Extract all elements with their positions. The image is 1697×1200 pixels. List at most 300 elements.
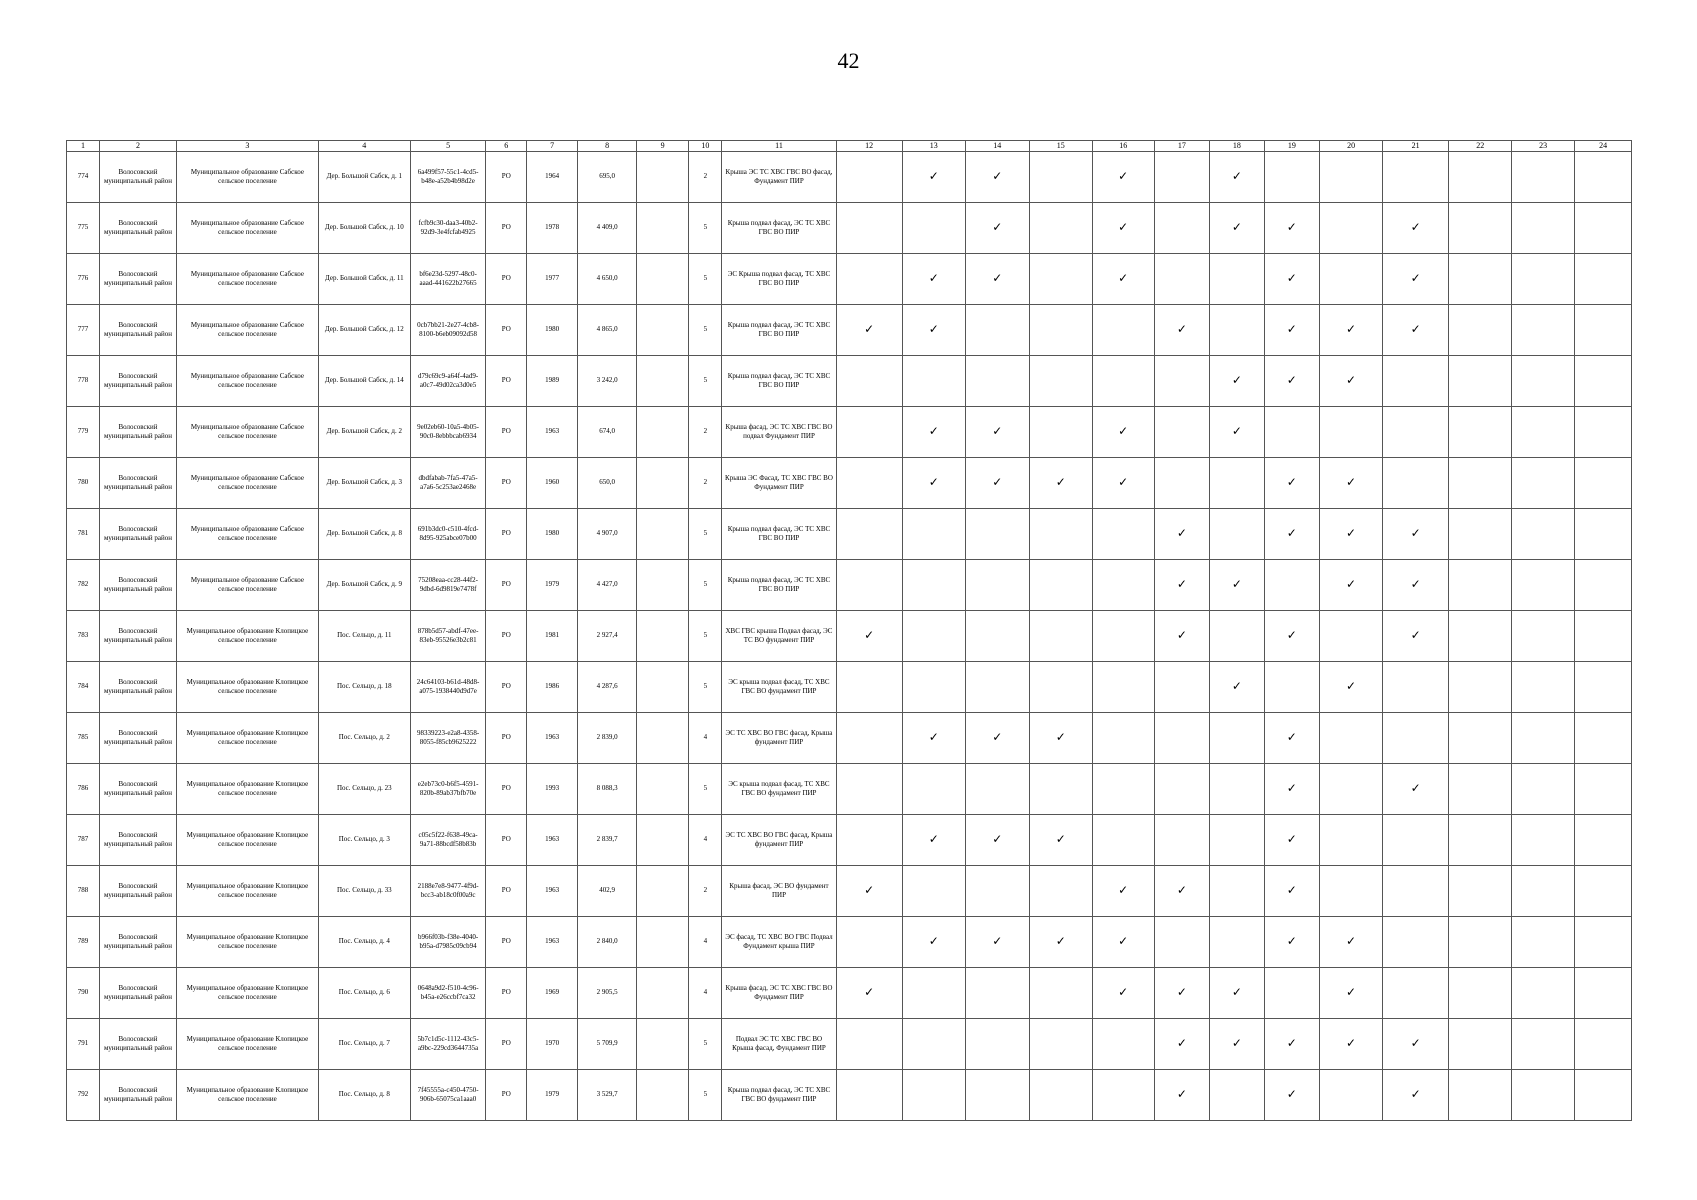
empty-cell [1512, 763, 1575, 814]
check-mark-icon: ✓ [836, 610, 902, 661]
year-cell: 1979 [527, 1069, 578, 1120]
empty-cell [1029, 253, 1092, 304]
row-number: 784 [67, 661, 100, 712]
empty-cell [1029, 1069, 1092, 1120]
check-mark-icon: ✓ [1154, 508, 1210, 559]
district-cell: Волосовский муниципальный район [100, 1018, 177, 1069]
empty-cell [1092, 1069, 1154, 1120]
empty-cell [1512, 814, 1575, 865]
check-mark-icon: ✓ [1264, 712, 1320, 763]
year-cell: 1970 [527, 1018, 578, 1069]
empty-cell [965, 610, 1029, 661]
table-row [67, 151, 1632, 202]
row-number: 789 [67, 916, 100, 967]
empty-cell [1512, 457, 1575, 508]
guid-cell: 9e02eb60-10a5-4b05-90c0-8ebbbcab6934 [410, 406, 486, 457]
row-number: 788 [67, 865, 100, 916]
floors-cell: 5 [689, 355, 722, 406]
check-mark-icon: ✓ [1320, 916, 1383, 967]
empty-cell [1512, 253, 1575, 304]
empty-cell [902, 1069, 965, 1120]
empty-cell [1210, 508, 1264, 559]
address-cell: Пос. Сельцо, д. 23 [318, 763, 410, 814]
row-number: 791 [67, 1018, 100, 1069]
empty-cell [1512, 610, 1575, 661]
empty-cell [1512, 304, 1575, 355]
empty-cell [1575, 610, 1632, 661]
empty-cell [1512, 661, 1575, 712]
floors-cell: 2 [689, 457, 722, 508]
empty-cell [836, 814, 902, 865]
district-cell: Волосовский муниципальный район [100, 457, 177, 508]
column-header-16: 16 [1092, 141, 1154, 152]
works-cell: Крыша подвал фасад, ЭС ТС ХВС ГВС ВО ПИР [722, 559, 836, 610]
check-mark-icon: ✓ [965, 151, 1029, 202]
table-body [67, 151, 1632, 1120]
empty-cell [1449, 610, 1512, 661]
area-cell: 2 839,7 [578, 814, 637, 865]
col9-cell [636, 457, 688, 508]
empty-cell [1264, 661, 1320, 712]
guid-cell: 24c64103-b61d-48d8-a075-1938440d9d7e [410, 661, 486, 712]
col9-cell [636, 202, 688, 253]
header-row [67, 141, 1632, 152]
district-cell: Волосовский муниципальный район [100, 406, 177, 457]
column-header-14: 14 [965, 141, 1029, 152]
check-mark-icon: ✓ [965, 916, 1029, 967]
empty-cell [1029, 508, 1092, 559]
empty-cell [1210, 763, 1264, 814]
empty-cell [1575, 1069, 1632, 1120]
works-cell: Крыша фасад, ЭС ТС ХВС ГВС ВО Фундамент ПИР [722, 967, 836, 1018]
empty-cell [1512, 355, 1575, 406]
area-cell: 4 865,0 [578, 304, 637, 355]
year-cell: 1981 [527, 610, 578, 661]
area-cell: 674,0 [578, 406, 637, 457]
empty-cell [1575, 202, 1632, 253]
district-cell: Волосовский муниципальный район [100, 304, 177, 355]
check-mark-icon: ✓ [1154, 559, 1210, 610]
empty-cell [1575, 712, 1632, 763]
column-header-18: 18 [1210, 141, 1264, 152]
type-cell: РО [486, 1069, 527, 1120]
address-cell: Дер. Большой Сабск, д. 2 [318, 406, 410, 457]
empty-cell [1154, 763, 1210, 814]
empty-cell [1210, 916, 1264, 967]
col9-cell [636, 1069, 688, 1120]
empty-cell [1029, 610, 1092, 661]
area-cell: 5 709,9 [578, 1018, 637, 1069]
type-cell: РО [486, 457, 527, 508]
empty-cell [1449, 916, 1512, 967]
municipality-cell: Муниципальное образование Сабское сельское поселение [176, 202, 318, 253]
empty-cell [1320, 202, 1383, 253]
check-mark-icon: ✓ [1383, 202, 1449, 253]
check-mark-icon: ✓ [1264, 202, 1320, 253]
empty-cell [965, 1069, 1029, 1120]
empty-cell [902, 202, 965, 253]
empty-cell [1449, 202, 1512, 253]
type-cell: РО [486, 763, 527, 814]
empty-cell [1210, 610, 1264, 661]
col9-cell [636, 253, 688, 304]
municipality-cell: Муниципальное образование Сабское сельское поселение [176, 151, 318, 202]
empty-cell [1320, 763, 1383, 814]
check-mark-icon: ✓ [1210, 355, 1264, 406]
address-cell: Пос. Сельцо, д. 11 [318, 610, 410, 661]
address-cell: Пос. Сельцо, д. 7 [318, 1018, 410, 1069]
district-cell: Волосовский муниципальный район [100, 151, 177, 202]
check-mark-icon: ✓ [1320, 1018, 1383, 1069]
empty-cell [1092, 355, 1154, 406]
year-cell: 1993 [527, 763, 578, 814]
area-cell: 2 840,0 [578, 916, 637, 967]
works-cell: Крыша фасад, ЭС ТС ХВС ГВС ВО подвал Фундамент ПИР [722, 406, 836, 457]
empty-cell [1575, 508, 1632, 559]
empty-cell [902, 865, 965, 916]
table-row [67, 661, 1632, 712]
empty-cell [1512, 508, 1575, 559]
check-mark-icon: ✓ [1154, 304, 1210, 355]
table-row [67, 202, 1632, 253]
empty-cell [836, 763, 902, 814]
year-cell: 1980 [527, 508, 578, 559]
year-cell: 1963 [527, 406, 578, 457]
empty-cell [1512, 559, 1575, 610]
check-mark-icon: ✓ [902, 814, 965, 865]
check-mark-icon: ✓ [1210, 406, 1264, 457]
column-header-5: 5 [410, 141, 486, 152]
column-header-3: 3 [176, 141, 318, 152]
empty-cell [902, 559, 965, 610]
year-cell: 1978 [527, 202, 578, 253]
address-cell: Дер. Большой Сабск, д. 1 [318, 151, 410, 202]
empty-cell [1383, 712, 1449, 763]
empty-cell [836, 559, 902, 610]
check-mark-icon: ✓ [1029, 814, 1092, 865]
guid-cell: 2188e7e8-9477-4f9d-bcc3-ab18c0f00a9c [410, 865, 486, 916]
check-mark-icon: ✓ [1029, 457, 1092, 508]
check-mark-icon: ✓ [1320, 508, 1383, 559]
column-header-6: 6 [486, 141, 527, 152]
works-cell: ЭС ТС ХВС ВО ГВС фасад, Крыша фундамент ПИР [722, 814, 836, 865]
check-mark-icon: ✓ [1264, 610, 1320, 661]
check-mark-icon: ✓ [1383, 610, 1449, 661]
empty-cell [1449, 355, 1512, 406]
floors-cell: 2 [689, 865, 722, 916]
works-cell: Крыша подвал фасад, ЭС ТС ХВС ГВС ВО ПИР [722, 202, 836, 253]
col9-cell [636, 865, 688, 916]
empty-cell [1320, 151, 1383, 202]
empty-cell [1210, 253, 1264, 304]
empty-cell [836, 712, 902, 763]
empty-cell [1029, 661, 1092, 712]
empty-cell [965, 967, 1029, 1018]
column-header-8: 8 [578, 141, 637, 152]
floors-cell: 4 [689, 712, 722, 763]
guid-cell: 6a499f57-55c1-4cd5-b48e-a52b4b98d2e [410, 151, 486, 202]
address-cell: Дер. Большой Сабск, д. 11 [318, 253, 410, 304]
table-row [67, 916, 1632, 967]
district-cell: Волосовский муниципальный район [100, 355, 177, 406]
empty-cell [1575, 763, 1632, 814]
address-cell: Пос. Сельцо, д. 6 [318, 967, 410, 1018]
works-cell: ЭС фасад, ТС ХВС ВО ГВС Подвал Фундамент крыша ПИР [722, 916, 836, 967]
empty-cell [1575, 253, 1632, 304]
address-cell: Пос. Сельцо, д. 33 [318, 865, 410, 916]
empty-cell [1320, 712, 1383, 763]
works-cell: ЭС крыша подвал фасад, ТС ХВС ГВС ВО фундамент ПИР [722, 763, 836, 814]
empty-cell [1029, 151, 1092, 202]
works-cell: Крыша подвал фасад, ЭС ТС ХВС ГВС ВО ПИР [722, 355, 836, 406]
works-cell: Крыша подвал фасад, ЭС ТС ХВС ГВС ВО ПИР [722, 508, 836, 559]
year-cell: 1977 [527, 253, 578, 304]
check-mark-icon: ✓ [1092, 865, 1154, 916]
column-header-1: 1 [67, 141, 100, 152]
area-cell: 2 927,4 [578, 610, 637, 661]
empty-cell [1029, 865, 1092, 916]
row-number: 786 [67, 763, 100, 814]
year-cell: 1960 [527, 457, 578, 508]
table-row [67, 814, 1632, 865]
empty-cell [1575, 967, 1632, 1018]
table-row [67, 712, 1632, 763]
check-mark-icon: ✓ [1029, 916, 1092, 967]
address-cell: Дер. Большой Сабск, д. 10 [318, 202, 410, 253]
check-mark-icon: ✓ [1154, 865, 1210, 916]
empty-cell [1575, 1018, 1632, 1069]
empty-cell [1449, 865, 1512, 916]
works-cell: ХВС ГВС крыша Подвал фасад, ЭС ТС ВО фундамент ПИР [722, 610, 836, 661]
check-mark-icon: ✓ [1320, 967, 1383, 1018]
col9-cell [636, 1018, 688, 1069]
guid-cell: 878b5d57-abdf-47ee-83eb-95526e3b2c81 [410, 610, 486, 661]
empty-cell [1029, 559, 1092, 610]
empty-cell [1154, 406, 1210, 457]
guid-cell: dbdfabab-7fa5-47a5-a7a6-5c253ae2468e [410, 457, 486, 508]
empty-cell [1449, 712, 1512, 763]
column-header-23: 23 [1512, 141, 1575, 152]
empty-cell [1154, 916, 1210, 967]
empty-cell [1029, 1018, 1092, 1069]
empty-cell [1092, 610, 1154, 661]
works-cell: ЭС крыша подвал фасад, ТС ХВС ГВС ВО фундамент ПИР [722, 661, 836, 712]
table-row [67, 457, 1632, 508]
empty-cell [1210, 712, 1264, 763]
empty-cell [1383, 814, 1449, 865]
municipality-cell: Муниципальное образование Сабское сельское поселение [176, 304, 318, 355]
empty-cell [836, 916, 902, 967]
empty-cell [836, 355, 902, 406]
type-cell: РО [486, 967, 527, 1018]
guid-cell: b966f03b-f38e-4040-b95a-d7985c09cb94 [410, 916, 486, 967]
empty-cell [902, 355, 965, 406]
col9-cell [636, 916, 688, 967]
check-mark-icon: ✓ [1264, 355, 1320, 406]
row-number: 777 [67, 304, 100, 355]
empty-cell [965, 508, 1029, 559]
empty-cell [1449, 457, 1512, 508]
empty-cell [902, 610, 965, 661]
table-header [67, 141, 1632, 152]
empty-cell [965, 865, 1029, 916]
works-cell: ЭС Крыша подвал фасад, ТС ХВС ГВС ВО ПИР [722, 253, 836, 304]
check-mark-icon: ✓ [1264, 304, 1320, 355]
check-mark-icon: ✓ [965, 814, 1029, 865]
municipality-cell: Муниципальное образование Клопицкое сельское поселение [176, 763, 318, 814]
municipality-cell: Муниципальное образование Клопицкое сельское поселение [176, 814, 318, 865]
year-cell: 1963 [527, 712, 578, 763]
empty-cell [965, 355, 1029, 406]
column-header-20: 20 [1320, 141, 1383, 152]
check-mark-icon: ✓ [1210, 202, 1264, 253]
type-cell: РО [486, 508, 527, 559]
row-number: 774 [67, 151, 100, 202]
area-cell: 2 905,5 [578, 967, 637, 1018]
check-mark-icon: ✓ [1320, 559, 1383, 610]
empty-cell [1029, 763, 1092, 814]
works-cell: Крыша фасад, ЭС ВО фундамент ПИР [722, 865, 836, 916]
empty-cell [1154, 253, 1210, 304]
check-mark-icon: ✓ [1264, 253, 1320, 304]
check-mark-icon: ✓ [1264, 508, 1320, 559]
empty-cell [1575, 559, 1632, 610]
col9-cell [636, 967, 688, 1018]
empty-cell [1575, 814, 1632, 865]
empty-cell [1383, 865, 1449, 916]
empty-cell [1512, 406, 1575, 457]
table-row [67, 967, 1632, 1018]
empty-cell [836, 253, 902, 304]
empty-cell [1383, 916, 1449, 967]
empty-cell [1264, 406, 1320, 457]
year-cell: 1986 [527, 661, 578, 712]
empty-cell [1383, 661, 1449, 712]
empty-cell [1512, 967, 1575, 1018]
address-cell: Дер. Большой Сабск, д. 9 [318, 559, 410, 610]
column-header-19: 19 [1264, 141, 1320, 152]
check-mark-icon: ✓ [1264, 865, 1320, 916]
check-mark-icon: ✓ [902, 712, 965, 763]
row-number: 778 [67, 355, 100, 406]
address-cell: Пос. Сельцо, д. 18 [318, 661, 410, 712]
municipality-cell: Муниципальное образование Сабское сельское поселение [176, 253, 318, 304]
table-row [67, 406, 1632, 457]
empty-cell [1210, 304, 1264, 355]
year-cell: 1964 [527, 151, 578, 202]
col9-cell [636, 712, 688, 763]
works-cell: Крыша подвал фасад, ЭС ТС ХВС ГВС ВО фундамент ПИР [722, 1069, 836, 1120]
check-mark-icon: ✓ [902, 457, 965, 508]
empty-cell [1320, 1069, 1383, 1120]
guid-cell: 98339223-e2a8-4358-8055-f85cb9625222 [410, 712, 486, 763]
check-mark-icon: ✓ [965, 712, 1029, 763]
column-header-7: 7 [527, 141, 578, 152]
municipality-cell: Муниципальное образование Клопицкое сельское поселение [176, 610, 318, 661]
col9-cell [636, 151, 688, 202]
guid-cell: 7f45555a-c450-4750-906b-65075ca1aaa0 [410, 1069, 486, 1120]
check-mark-icon: ✓ [965, 406, 1029, 457]
works-cell: Крыша подвал фасад, ЭС ТС ХВС ГВС ВО ПИР [722, 304, 836, 355]
check-mark-icon: ✓ [1264, 457, 1320, 508]
floors-cell: 4 [689, 814, 722, 865]
row-number: 776 [67, 253, 100, 304]
area-cell: 4 409,0 [578, 202, 637, 253]
guid-cell: e2eb73c0-b6f5-4591-820b-89ab37bfb70e [410, 763, 486, 814]
check-mark-icon: ✓ [1092, 457, 1154, 508]
empty-cell [1320, 253, 1383, 304]
empty-cell [1092, 712, 1154, 763]
municipality-cell: Муниципальное образование Клопицкое сельское поселение [176, 712, 318, 763]
empty-cell [902, 508, 965, 559]
check-mark-icon: ✓ [1154, 1018, 1210, 1069]
district-cell: Волосовский муниципальный район [100, 865, 177, 916]
row-number: 783 [67, 610, 100, 661]
area-cell: 4 650,0 [578, 253, 637, 304]
area-cell: 3 529,7 [578, 1069, 637, 1120]
empty-cell [1029, 406, 1092, 457]
empty-cell [1575, 916, 1632, 967]
row-number: 790 [67, 967, 100, 1018]
column-header-22: 22 [1449, 141, 1512, 152]
municipality-cell: Муниципальное образование Сабское сельское поселение [176, 406, 318, 457]
year-cell: 1980 [527, 304, 578, 355]
empty-cell [1449, 763, 1512, 814]
empty-cell [1512, 151, 1575, 202]
check-mark-icon: ✓ [1154, 610, 1210, 661]
municipality-cell: Муниципальное образование Сабское сельское поселение [176, 457, 318, 508]
area-cell: 4 907,0 [578, 508, 637, 559]
empty-cell [1449, 1069, 1512, 1120]
type-cell: РО [486, 355, 527, 406]
check-mark-icon: ✓ [1383, 1018, 1449, 1069]
district-cell: Волосовский муниципальный район [100, 712, 177, 763]
empty-cell [1092, 814, 1154, 865]
table-row [67, 1018, 1632, 1069]
table-row [67, 865, 1632, 916]
empty-cell [1029, 202, 1092, 253]
empty-cell [1449, 406, 1512, 457]
check-mark-icon: ✓ [1092, 202, 1154, 253]
empty-cell [902, 967, 965, 1018]
empty-cell [1383, 406, 1449, 457]
check-mark-icon: ✓ [1264, 1018, 1320, 1069]
type-cell: РО [486, 151, 527, 202]
col9-cell [636, 406, 688, 457]
check-mark-icon: ✓ [1210, 151, 1264, 202]
check-mark-icon: ✓ [1092, 967, 1154, 1018]
type-cell: РО [486, 814, 527, 865]
check-mark-icon: ✓ [902, 304, 965, 355]
guid-cell: fcfb9c30-daa3-40b2-92d9-3e4fcfab4925 [410, 202, 486, 253]
floors-cell: 2 [689, 151, 722, 202]
empty-cell [1154, 712, 1210, 763]
row-number: 782 [67, 559, 100, 610]
empty-cell [836, 406, 902, 457]
empty-cell [965, 304, 1029, 355]
column-header-12: 12 [836, 141, 902, 152]
column-header-21: 21 [1383, 141, 1449, 152]
check-mark-icon: ✓ [1092, 151, 1154, 202]
check-mark-icon: ✓ [1092, 916, 1154, 967]
col9-cell [636, 355, 688, 406]
check-mark-icon: ✓ [902, 916, 965, 967]
empty-cell [836, 508, 902, 559]
empty-cell [1575, 406, 1632, 457]
empty-cell [1383, 151, 1449, 202]
floors-cell: 5 [689, 1069, 722, 1120]
table-row [67, 1069, 1632, 1120]
